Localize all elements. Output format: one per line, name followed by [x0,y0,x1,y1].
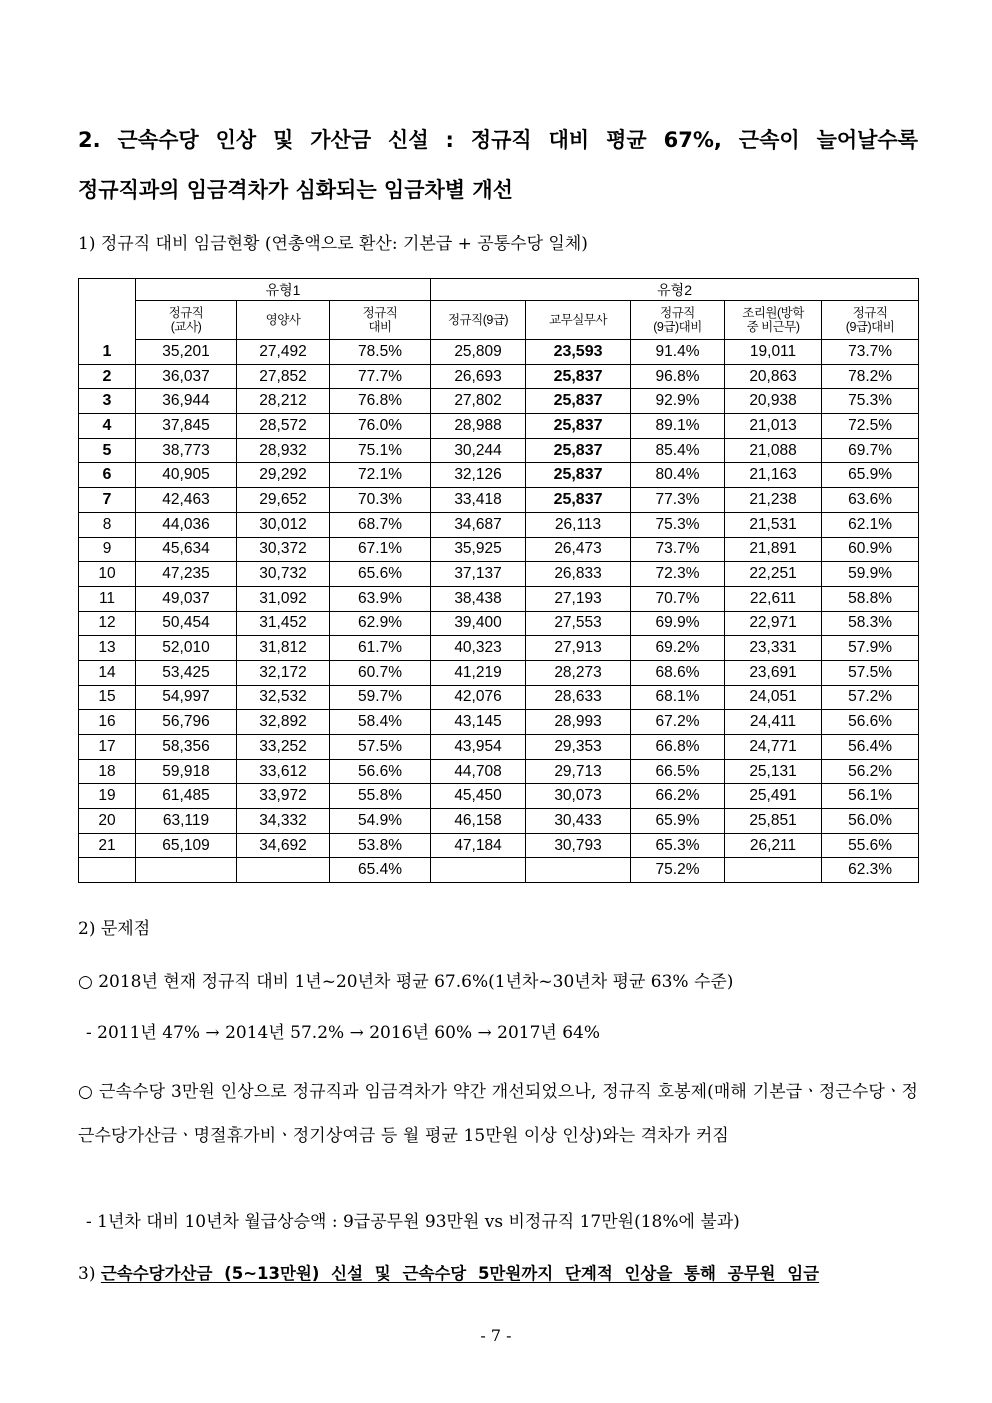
table-cell: 30,433 [526,809,631,834]
table-cell: 28,932 [237,438,330,463]
table-cell: 52,010 [136,636,237,661]
average-cell [725,858,822,883]
table-cell: 33,612 [237,759,330,784]
table-cell: 73.7% [822,340,919,365]
table-row [79,611,919,636]
table-cell: 42,463 [136,488,237,513]
table-cell: 53.8% [330,833,431,858]
table-cell: 67.1% [330,537,431,562]
table-cell: 65,109 [136,833,237,858]
table-cell: 23,593 [526,340,631,365]
table-cell: 32,126 [431,463,526,488]
table-cell: 45,450 [431,784,526,809]
table-row [79,784,919,809]
row-number: 17 [79,735,136,760]
table-cell: 69.7% [822,438,919,463]
table-cell: 21,013 [725,414,822,439]
table-cell: 30,244 [431,438,526,463]
table-cell: 58,356 [136,735,237,760]
row-number: 8 [79,512,136,537]
table-cell: 28,273 [526,660,631,685]
row-number: 5 [79,438,136,463]
table-cell: 37,845 [136,414,237,439]
table-cell: 28,572 [237,414,330,439]
table-cell: 54,997 [136,685,237,710]
table-cell: 43,145 [431,710,526,735]
table-caption: 1) 정규직 대비 임금현황 (연총액으로 환산: 기본급 + 공통수당 일체) [78,234,588,254]
table-cell: 59.7% [330,685,431,710]
table-cell: 80.4% [631,463,725,488]
table-cell: 65.9% [631,809,725,834]
table-cell: 22,611 [725,586,822,611]
row-number: 11 [79,586,136,611]
table-cell: 68.7% [330,512,431,537]
table-cell: 26,113 [526,512,631,537]
table-cell: 50,454 [136,611,237,636]
table-cell: 33,418 [431,488,526,513]
table-cell: 31,452 [237,611,330,636]
table-cell: 25,837 [526,463,631,488]
table-cell: 78.5% [330,340,431,365]
row-number: 14 [79,660,136,685]
table-row [79,438,919,463]
table-cell: 69.2% [631,636,725,661]
table-row [79,759,919,784]
table-cell: 63.9% [330,586,431,611]
column-header: 교무실무사 [526,301,631,340]
row-number: 10 [79,562,136,587]
bullet-average-ratio: ○ 2018년 현재 정규직 대비 1년~20년차 평균 67.6%(1년차~30년차 평균 63% 수준) [78,972,734,992]
row-number: 15 [79,685,136,710]
row-number: 12 [79,611,136,636]
table-cell: 67.2% [631,710,725,735]
table-cell: 21,238 [725,488,822,513]
table-cell: 62.9% [330,611,431,636]
table-row [79,636,919,661]
problems-title: 2) 문제점 [78,919,151,939]
table-cell: 26,833 [526,562,631,587]
table-cell: 32,172 [237,660,330,685]
table-cell: 45,634 [136,537,237,562]
table-cell: 47,184 [431,833,526,858]
table-cell: 62.1% [822,512,919,537]
table-cell: 77.7% [330,364,431,389]
row-number: 9 [79,537,136,562]
column-header: 정규직(9급) [431,301,526,340]
table-cell: 28,633 [526,685,631,710]
corner-cell [79,301,136,340]
table-cell: 22,251 [725,562,822,587]
table-cell: 58.4% [330,710,431,735]
section3-heading [78,1262,918,1286]
table-cell: 76.0% [330,414,431,439]
table-cell: 24,411 [725,710,822,735]
table-cell: 58.3% [822,611,919,636]
average-cell [431,858,526,883]
table-cell: 57.2% [822,685,919,710]
table-cell: 34,687 [431,512,526,537]
table-cell: 44,036 [136,512,237,537]
table-cell: 33,252 [237,735,330,760]
table-cell: 21,163 [725,463,822,488]
table-row [79,710,919,735]
row-number: 18 [79,759,136,784]
table-cell: 28,988 [431,414,526,439]
section3-number: 3) [78,1264,96,1284]
table-cell: 39,400 [431,611,526,636]
table-cell: 56,796 [136,710,237,735]
table-cell: 28,212 [237,389,330,414]
table-cell: 60.7% [330,660,431,685]
section3-title: 근속수당가산금 (5~13만원) 신설 및 근속수당 5만원까지 단계적 인상을 통해 공무원 임금 [100,1264,820,1283]
table-cell: 58.8% [822,586,919,611]
table-cell: 56.4% [822,735,919,760]
table-cell: 33,972 [237,784,330,809]
table-cell: 96.8% [631,364,725,389]
table-cell: 25,851 [725,809,822,834]
column-header: 정규직 (교사) [136,301,237,340]
table-cell: 63,119 [136,809,237,834]
table-cell: 31,812 [237,636,330,661]
table-cell: 56.6% [822,710,919,735]
table-cell: 75.3% [631,512,725,537]
table-cell: 25,491 [725,784,822,809]
column-header: 조리원(방학 중 비근무) [725,301,822,340]
table-cell: 27,852 [237,364,330,389]
average-cell: 75.2% [631,858,725,883]
table-cell: 65.6% [330,562,431,587]
table-cell: 56.6% [330,759,431,784]
column-header: 정규직 대비 [330,301,431,340]
row-number: 19 [79,784,136,809]
row-number: 6 [79,463,136,488]
table-cell: 26,473 [526,537,631,562]
corner-cell [79,279,136,301]
table-cell: 56.0% [822,809,919,834]
table-cell: 21,088 [725,438,822,463]
table-row [79,340,919,365]
average-cell: 62.3% [822,858,919,883]
table-cell: 26,693 [431,364,526,389]
table-row [79,685,919,710]
table-cell: 25,131 [725,759,822,784]
table-cell: 36,944 [136,389,237,414]
table-cell: 56.2% [822,759,919,784]
table-cell: 24,051 [725,685,822,710]
table-cell: 68.1% [631,685,725,710]
table-cell: 25,837 [526,438,631,463]
group-header-type1: 유형1 [136,279,431,301]
table-cell: 65.9% [822,463,919,488]
table-cell: 19,011 [725,340,822,365]
section-heading-line2: 정규직과의 임금격차가 심화되는 임금차별 개선 [78,178,513,202]
table-cell: 85.4% [631,438,725,463]
table-cell: 70.3% [330,488,431,513]
table-cell: 55.6% [822,833,919,858]
table-row [79,364,919,389]
table-cell: 20,863 [725,364,822,389]
row-number: 20 [79,809,136,834]
column-header: 정규직 (9급)대비 [822,301,919,340]
table-cell: 25,809 [431,340,526,365]
table-cell: 73.7% [631,537,725,562]
table-cell: 43,954 [431,735,526,760]
table-cell: 42,076 [431,685,526,710]
table-cell: 29,652 [237,488,330,513]
table-cell: 53,425 [136,660,237,685]
table-cell: 30,793 [526,833,631,858]
table-row [79,833,919,858]
table-cell: 23,691 [725,660,822,685]
table-cell: 60.9% [822,537,919,562]
table-cell: 55.8% [330,784,431,809]
table-cell: 27,553 [526,611,631,636]
table-cell: 44,708 [431,759,526,784]
table-cell: 29,292 [237,463,330,488]
table-cell: 22,971 [725,611,822,636]
table-cell: 78.2% [822,364,919,389]
table-cell: 25,837 [526,389,631,414]
table-cell: 35,201 [136,340,237,365]
table-cell: 77.3% [631,488,725,513]
table-cell: 56.1% [822,784,919,809]
table-row [79,512,919,537]
table-cell: 92.9% [631,389,725,414]
table-cell: 34,692 [237,833,330,858]
table-cell: 66.8% [631,735,725,760]
table-cell: 30,073 [526,784,631,809]
bullet-wage-gap: ○ 근속수당 3만원 인상으로 정규직과 임금격차가 약간 개선되었으나, 정규직 호봉제(매해 기본급ㆍ정근수당ㆍ정근수당가산금ㆍ명절휴가비ㆍ정기상여금 등 월 평균 15만원 이상 인상)와는 격차가 커짐 [78,1082,918,1146]
table-cell: 40,905 [136,463,237,488]
table-row [79,562,919,587]
row-number: 16 [79,710,136,735]
table-row [79,809,919,834]
average-cell [136,858,237,883]
table-row [79,488,919,513]
table-cell: 20,938 [725,389,822,414]
table-row [79,735,919,760]
row-number: 21 [79,833,136,858]
table-cell: 24,771 [725,735,822,760]
row-number: 1 [79,340,136,365]
table-cell: 30,372 [237,537,330,562]
table-cell: 66.5% [631,759,725,784]
table-cell: 21,891 [725,537,822,562]
table-cell: 27,193 [526,586,631,611]
table-cell: 72.5% [822,414,919,439]
table-cell: 57.9% [822,636,919,661]
table-cell: 89.1% [631,414,725,439]
table-cell: 29,353 [526,735,631,760]
table-row [79,389,919,414]
table-cell: 25,837 [526,364,631,389]
table-cell: 25,837 [526,488,631,513]
average-cell [237,858,330,883]
table-cell: 27,492 [237,340,330,365]
wage-comparison-table [78,278,919,883]
row-number: 3 [79,389,136,414]
table-cell: 40,323 [431,636,526,661]
table-cell: 41,219 [431,660,526,685]
table-cell: 34,332 [237,809,330,834]
table-cell: 70.7% [631,586,725,611]
table-cell: 72.3% [631,562,725,587]
table-row [79,660,919,685]
row-number: 13 [79,636,136,661]
table-cell: 26,211 [725,833,822,858]
table-cell: 46,158 [431,809,526,834]
table-cell: 36,037 [136,364,237,389]
table-row [79,537,919,562]
row-number: 4 [79,414,136,439]
row-number: 7 [79,488,136,513]
table-cell: 57.5% [822,660,919,685]
table-cell: 54.9% [330,809,431,834]
table-cell: 37,137 [431,562,526,587]
average-row [79,858,919,883]
table-cell: 75.3% [822,389,919,414]
table-cell: 32,892 [237,710,330,735]
table-cell: 23,331 [725,636,822,661]
table-cell: 25,837 [526,414,631,439]
table-row [79,586,919,611]
table-cell: 68.6% [631,660,725,685]
table-row [79,463,919,488]
table-cell: 57.5% [330,735,431,760]
table-cell: 61.7% [330,636,431,661]
row-number: 2 [79,364,136,389]
average-cell: 65.4% [330,858,431,883]
table-cell: 35,925 [431,537,526,562]
average-cell [526,858,631,883]
table-cell: 30,732 [237,562,330,587]
table-cell: 31,092 [237,586,330,611]
table-cell: 61,485 [136,784,237,809]
table-cell: 30,012 [237,512,330,537]
group-header-type2: 유형2 [431,279,919,301]
table-cell: 72.1% [330,463,431,488]
table-cell: 59,918 [136,759,237,784]
table-cell: 69.9% [631,611,725,636]
average-cell [79,858,136,883]
table-cell: 38,438 [431,586,526,611]
table-cell: 59.9% [822,562,919,587]
table-cell: 63.6% [822,488,919,513]
section-heading-line1: 2. 근속수당 인상 및 가산금 신설 : 정규직 대비 평균 67%, 근속이 늘어날수록 [78,128,918,152]
table-row [79,414,919,439]
table-cell: 32,532 [237,685,330,710]
table-cell: 28,993 [526,710,631,735]
table-cell: 49,037 [136,586,237,611]
column-header: 영양사 [237,301,330,340]
table-cell: 38,773 [136,438,237,463]
table-cell: 29,713 [526,759,631,784]
table-cell: 76.8% [330,389,431,414]
table-cell: 66.2% [631,784,725,809]
table-cell: 91.4% [631,340,725,365]
table-cell: 65.3% [631,833,725,858]
dash-yearly-trend: - 2011년 47% → 2014년 57.2% → 2016년 60% → 2017년 64% [86,1023,601,1043]
page-number: - 7 - [480,1326,512,1345]
table-cell: 27,802 [431,389,526,414]
column-header: 정규직 (9급)대비 [631,301,725,340]
table-cell: 27,913 [526,636,631,661]
table-cell: 47,235 [136,562,237,587]
table-cell: 21,531 [725,512,822,537]
dash-salary-increase: - 1년차 대비 10년차 월급상승액 : 9급공무원 93만원 vs 비정규직 17만원(18%에 불과) [86,1212,740,1232]
table-cell: 75.1% [330,438,431,463]
